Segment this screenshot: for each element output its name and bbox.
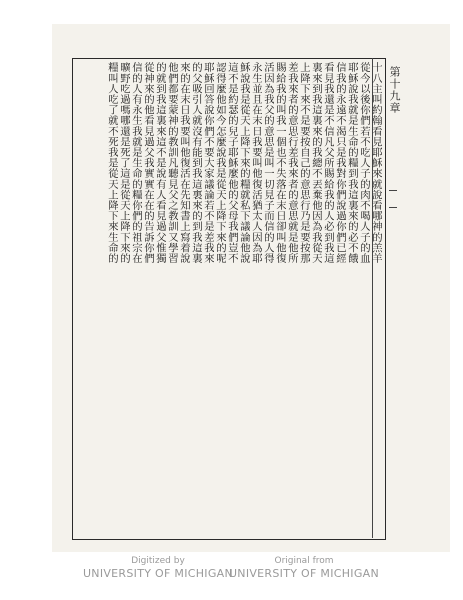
credit-label: Digitized by — [131, 556, 185, 566]
text-column: 看見我還是不信凡父所賜給我的人必到我這 — [322, 62, 334, 264]
text-column: 耶穌說我就是生命的糧到我這裏來的必不餓 — [346, 62, 358, 264]
text-column: 糧叫人吃了就不死我是從天上降下來生命的 — [106, 62, 118, 264]
text-column: 穌說我是從天上降下來的糧就私下議論他說 — [238, 62, 250, 264]
text-column: 差我來者的意思行差我來者的意思就是他所 — [286, 62, 298, 264]
text-column: 活因為我父的意思是叫一切見子而信的人得 — [262, 62, 274, 264]
credit-institution: UNIVERSITY OF MICHIGAN — [228, 567, 380, 580]
text-column: 曠野吃過嗎哪還是死了這是從天上降下來的 — [118, 62, 130, 264]
credit-institution: UNIVERSITY OF MICHIGAN — [82, 567, 234, 580]
chapter-heading: 第十九章 — [388, 66, 401, 114]
text-column: 信的人有永生我就是生命的糧你們的祖宗在 — [130, 62, 142, 264]
credit-label: Original from — [274, 556, 334, 566]
text-column: 的就到我這裏來這不是說有人看見過父惟獨 — [154, 62, 166, 264]
folio-mark — [389, 190, 397, 208]
text-column: 上降下來不是要按自己的意思行乃是要按那 — [298, 62, 310, 264]
text-columns — [78, 62, 382, 536]
text-column: 十八主叫約翰看見耶穌來就說看哪神的羔羊 — [370, 62, 382, 264]
text-column: 從今以後你們若不吃人子的肉不喝人子的血 — [358, 62, 370, 264]
text-column: 耶穌回答說你們不要大家議論若不是差我來 — [202, 62, 214, 264]
text-column: 來的在末日我要叫他復活在先知書上寫着說 — [178, 62, 190, 264]
text-column: 從神來的他看見過父我實實在在的告訴你們 — [142, 62, 154, 264]
text-column: 這不是約瑟的兒子耶穌麼他的父母我們豈不 — [226, 62, 238, 264]
text-column: 裏來到我這裏來的我總不丟棄他因為我從天 — [310, 62, 322, 264]
text-column: 信我的永遠不渴只是我對你們說過你們已經 — [334, 62, 346, 264]
text-column: 他們都要蒙神的教訓凡聽見父之教訓又學習 — [166, 62, 178, 264]
text-column: 永生並且在末日我要叫他復活猶太人因為耶 — [250, 62, 262, 264]
original-from-credit — [214, 556, 394, 580]
text-column: 認得麼他如今怎麼說我是從天上降下來的呢 — [214, 62, 226, 264]
text-column: 的父吸引人就沒有能到我這裏來的到我這裏 — [190, 62, 202, 264]
text-column: 賜給我的叫我一個也不失落在末日卻叫他復 — [274, 62, 286, 264]
